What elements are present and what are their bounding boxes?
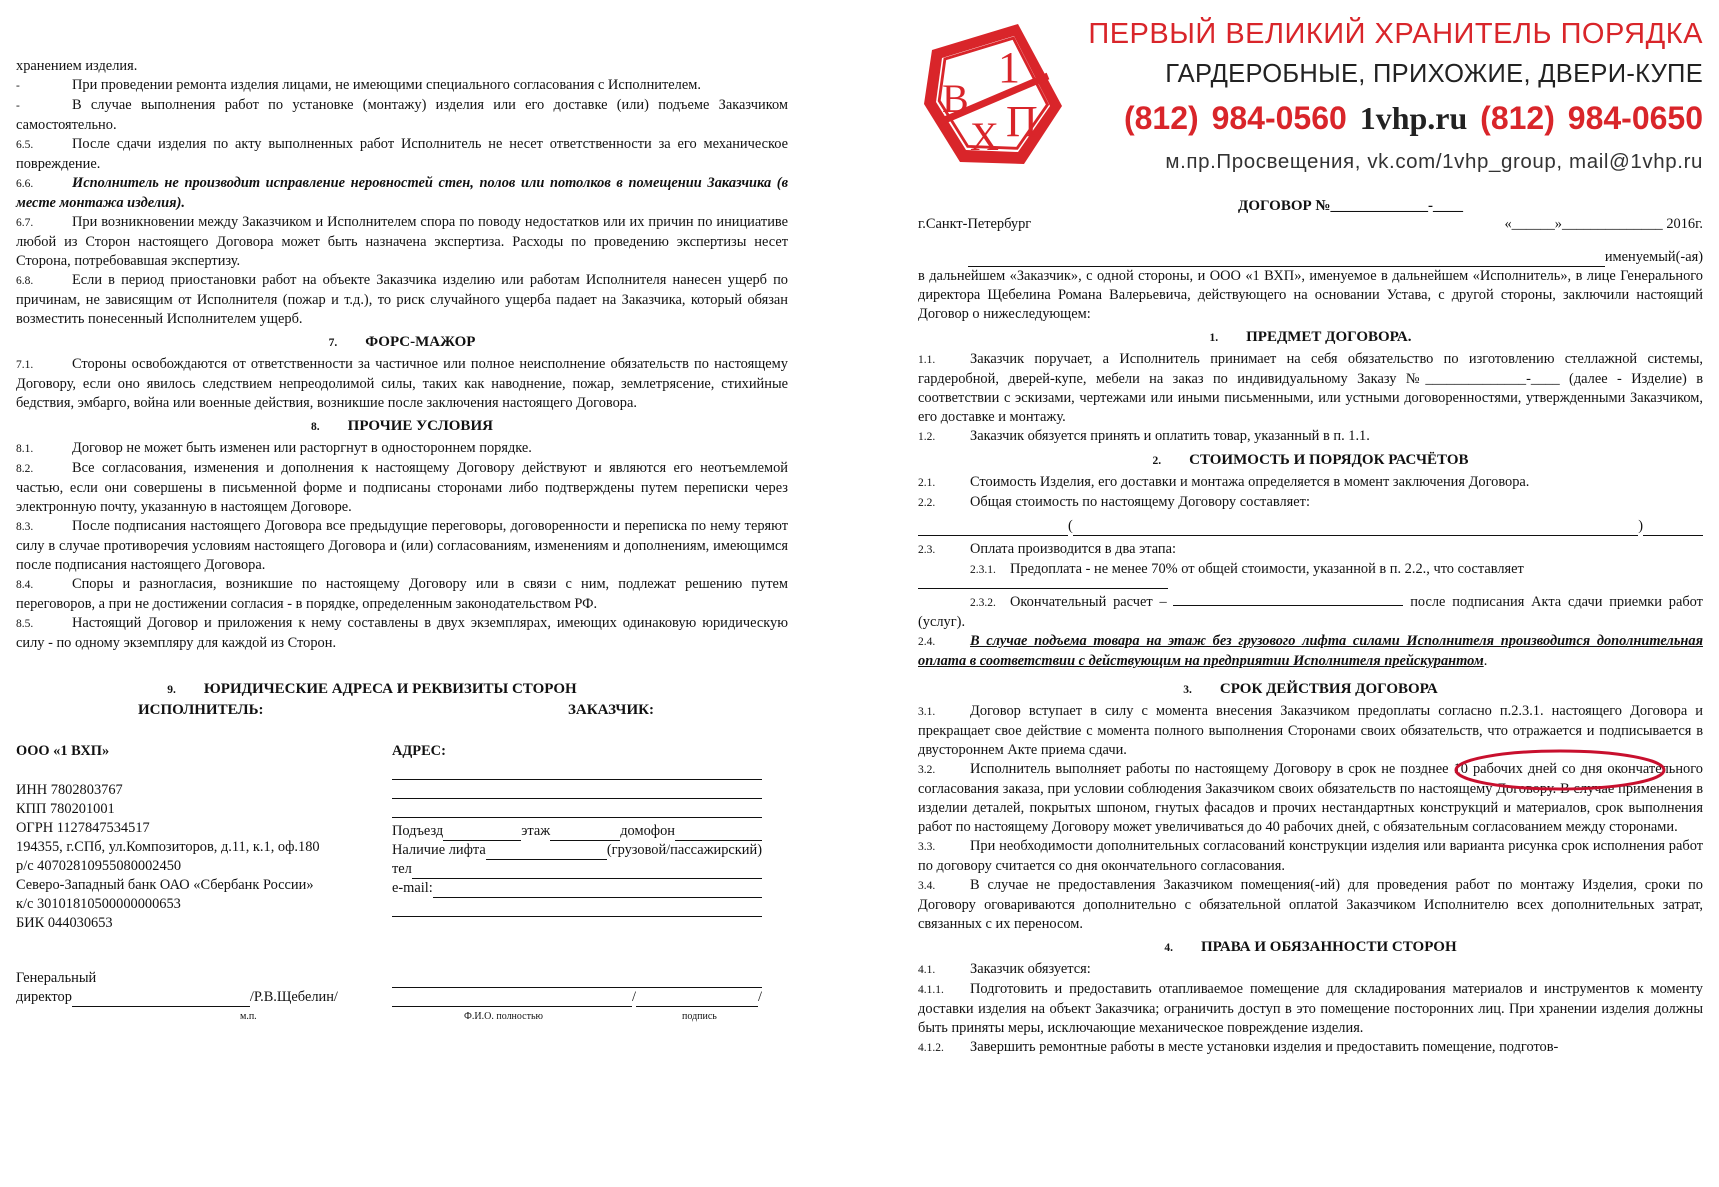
phone-2[interactable]: (812) 984-0650 xyxy=(1480,100,1703,136)
lift-row: Наличие лифта (грузовой/пассажирский) xyxy=(392,842,762,858)
section-8-heading: 8. ПРОЧИЕ УСЛОВИЯ xyxy=(311,418,493,434)
intro-text: хранением изделия. xyxy=(16,58,138,74)
clause-8-5: 8.5. Настоящий Договор и приложения к нему составлены в двух экземплярах, имеющих одинаковую юридическую силу - по одному экземпляру для каждой из Сторон. xyxy=(16,615,788,651)
final-payment-field[interactable] xyxy=(1173,593,1403,606)
customer-name-line[interactable] xyxy=(392,969,762,988)
clause-3-1: 3.1. Договор вступает в силу с момента внесения Заказчиком предоплаты согласно п.2.3.1. настоящего Договора и прекращает свое действие с момента полного выполнения Сторонами своих обязательств, что отражается и подписывается в двустороннем Акте приема сдачи. xyxy=(918,703,1703,758)
customer-name-row: именуемый(-ая) xyxy=(918,248,1703,267)
company-logo xyxy=(920,18,1070,168)
clause-3-2: 3.2. Исполнитель выполняет работы по настоящему Договору в срок не позднее 10 рабочих дней со дня окончательного согласования заказа, при условии соблюдения Заказчиком своих обязательств по настоящему Договору. В случае применения в изделии деталей, покрытых шпоном, гнутых фасадов и прочих нестандартных конструкций и материалов, срок выполнения работ по настоящему Договору может увеличиваться до 40 рабочих дней, с обязательным согласованием между сторонами. xyxy=(918,761,1703,835)
requisites-block xyxy=(16,742,788,1026)
clause-2-4: 2.4. В случае подъема товара на этаж без грузового лифта силами Исполнителя производится дополнительная оплата в соответствии с действующим на предприятии Исполнителя прейскурантом. xyxy=(918,633,1703,669)
logo-digit: 1 xyxy=(998,43,1020,92)
extra-line[interactable] xyxy=(392,898,762,917)
section-4-heading: 4. ПРАВА И ОБЯЗАННОСТИ СТОРОН xyxy=(1164,939,1457,955)
fio-field[interactable] xyxy=(392,992,632,1007)
customer-label: ЗАКАЗЧИК: xyxy=(568,702,654,718)
website-link[interactable]: 1vhp.ru xyxy=(1359,100,1468,136)
clause-2-3-1: 2.3.1. Предоплата - не менее 70% от общей стоимости, указанной в п. 2.2., что составляет xyxy=(970,561,1524,577)
customer-name-field[interactable] xyxy=(968,252,1605,267)
contract-title: ДОГОВОР №_____________-____ xyxy=(1238,198,1463,214)
company-header xyxy=(918,0,1703,200)
phone-1[interactable]: (812) 984-0560 xyxy=(1123,100,1347,136)
clause-4-1: 4.1. Заказчик обязуется: xyxy=(918,961,1091,977)
intercom-field[interactable] xyxy=(675,826,762,841)
address-line-1[interactable] xyxy=(392,761,762,780)
city: г.Санкт-Петербург xyxy=(918,216,1032,232)
total-cost-field[interactable] xyxy=(918,521,1068,536)
entrance-row: Подъезд этаж домофон xyxy=(392,822,762,841)
section-3-heading: 3. СРОК ДЕЙСТВИЯ ДОГОВОРА xyxy=(1183,681,1438,697)
gd-signature-row: директор /Р.В.Щебелин/ xyxy=(16,989,338,1005)
logo-letter-v: В xyxy=(942,76,969,121)
prepayment-field[interactable] xyxy=(918,580,1168,589)
customer-sign-row: / / xyxy=(392,988,762,1007)
clause-8-4: 8.4. Споры и разногласия, возникшие по настоящему Договору или в связи с ним, подлежат решению путем переговоров, а при не достижении согласия - в порядке, определенным законодательством РФ. xyxy=(16,576,788,612)
req-bank: Северо-Западный банк ОАО «Сбербанк России» xyxy=(16,877,314,893)
executor-label: ИСПОЛНИТЕЛЬ: xyxy=(138,702,264,718)
req-kpp: КПП 780201001 xyxy=(16,801,115,817)
req-address: 194355, г.СПб, ул.Композиторов, д.11, к.1, оф.180 xyxy=(16,839,320,855)
clause-4-1-2: 4.1.2. Завершить ремонтные работы в месте установки изделия и предоставить помещение, подготов- xyxy=(918,1039,1559,1055)
entrance-field[interactable] xyxy=(443,826,521,841)
clause-2-1: 2.1. Стоимость Изделия, его доставки и монтажа определяется в момент заключения Договора. xyxy=(918,474,1530,490)
req-inn: ИНН 7802803767 xyxy=(16,782,123,798)
stamp-label: м.п. xyxy=(240,1011,257,1022)
clause-3-2-wrapper xyxy=(918,760,1703,837)
section-9-heading: 9. ЮРИДИЧЕСКИЕ АДРЕСА И РЕКВИЗИТЫ СТОРОН xyxy=(167,681,577,697)
clause-6-6: 6.6. Исполнитель не производит исправление неровностей стен, полов или потолков в помещении Заказчика (в месте монтажа изделия). xyxy=(16,175,788,211)
customer-sign-captions: Ф.И.О. полностью подпись xyxy=(464,1011,717,1022)
clause-3-4: 3.4. В случае не предоставления Заказчиком помещения(-ий) для проведения работ по монтажу Изделия, сроки по Договору оговариваются дополнительно с обязательной оплатой Заказчиком Исполнителю всех дополнительных затрат, связанных с их переносом. xyxy=(918,877,1703,932)
req-account: р/с 40702810955080002450 xyxy=(16,858,182,874)
preamble: в дальнейшем «Заказчик», с одной стороны, и ООО «1 ВХП», именуемое в дальнейшем «Исполнитель», в лице Генерального директора Щебелина Романа Валерьевича, действующего на основании Устава, с другой стороны, заключили настоящий Договор о нижеследующем: xyxy=(918,268,1703,322)
tel-field[interactable] xyxy=(412,864,762,879)
clause-8-3: 8.3. После подписания настоящего Договора все предыдущие переговоры, договоренности и переписка по нему теряют силу в случае противоречия условиям настоящего Договора и (или) согласованиям, изменениям и дополнениям, имеющимся после подписания настоящего Договора. xyxy=(16,518,788,573)
clause-8-1: 8.1. Договор не может быть изменен или расторгнут в одностороннем порядке. xyxy=(16,440,532,456)
customer-requisites xyxy=(392,742,762,1026)
clause-1-2: 1.2. Заказчик обязуется принять и оплатить товар, указанный в п. 1.1. xyxy=(918,428,1370,444)
clause-2-3-2: 2.3.2. Окончательный расчет – после подписания Акта сдачи приемки работ (услуг). xyxy=(918,594,1703,630)
gd-signature-line[interactable] xyxy=(72,992,250,1007)
address-label: АДРЕС: xyxy=(392,743,446,759)
req-corr-account: к/с 30101810500000000653 xyxy=(16,896,181,912)
bullet-2: - В случае выполнения работ по установке (монтажу) изделия или его доставке (или) подъеме Заказчиком самостоятельно. xyxy=(16,97,788,133)
header-contacts xyxy=(1124,100,1703,137)
email-row: e-mail: xyxy=(392,879,762,898)
clause-6-8: 6.8. Если в период приостановки работ на объекте Заказчика изделию или работам Исполнителя нанесен ущерб по причинам, не зависящим от Исполнителя (пожар и т.д.), то риск случайного ущерба падает на Заказчика, который обязан возместить понесенный Исполнителем ущерб. xyxy=(16,272,788,327)
clause-2-3: 2.3. Оплата производится в два этапа: xyxy=(918,541,1177,557)
contract-page-1 xyxy=(900,0,1719,1187)
total-cost-words-field[interactable] xyxy=(1073,521,1638,536)
highlight-ellipse xyxy=(1452,748,1672,794)
address-line-2[interactable] xyxy=(392,780,762,799)
company-name: ООО «1 ВХП» xyxy=(16,743,110,759)
contract-page-2 xyxy=(0,0,800,1187)
section-1-heading: 1. ПРЕДМЕТ ДОГОВОРА. xyxy=(1209,329,1412,345)
email-field[interactable] xyxy=(433,883,762,898)
section-2-heading: 2. СТОИМОСТЬ И ПОРЯДОК РАСЧЁТОВ xyxy=(1152,452,1469,468)
gd-label-1: Генеральный xyxy=(16,970,97,986)
executor-requisites xyxy=(16,742,392,1026)
clause-1-1: 1.1. Заказчик поручает, а Исполнитель принимает на себя обязательство по изготовлению стеллажной системы, гардеробной, дверей-купе, мебели на заказ по индивидуальному Заказу №______________-____ (далее - Изделие) в соответствии с эскизами, чертежами или иными письменными, или устными договоренностями, утвержденными Заказчиком, его доставке и монтажу. xyxy=(918,351,1703,425)
total-cost-row: ( ) xyxy=(918,517,1703,536)
address-line-3[interactable] xyxy=(392,799,762,818)
clause-2-2: 2.2. Общая стоимость по настоящему Договору составляет: xyxy=(918,494,1310,510)
header-products: ГАРДЕРОБНЫЕ, ПРИХОЖИЕ, ДВЕРИ-КУПЕ xyxy=(1165,60,1703,88)
clause-6-7: 6.7. При возникновении между Заказчиком и Исполнителем спора по поводу недостатков или их причин по инициативе любой из Сторон настоящего Договора может быть назначена экспертиза. Расходы по проведению экспертизы несет Сторона, потребовавшая экспертизу. xyxy=(16,214,788,269)
tel-row: тел xyxy=(392,860,762,879)
floor-field[interactable] xyxy=(550,826,620,841)
req-ogrn: ОГРН 1127847534517 xyxy=(16,820,150,836)
sign-field[interactable] xyxy=(636,992,758,1007)
logo-letter-h: Х xyxy=(970,114,999,159)
city-date-row xyxy=(918,215,1703,234)
clause-4-1-1: 4.1.1. Подготовить и предоставить отапливаемое помещение для складирования материалов и инструментов к моменту доставки изделия на объект Заказчика; ограничить доступ в это помещение посторонних лиц. При хранении изделия должны быть приняты меры, исключающие механическое повреждение изделия. xyxy=(918,981,1703,1036)
contract-date: «______»______________ 2016г. xyxy=(1504,216,1703,232)
clause-7-1: 7.1. Стороны освобождаются от ответственности за частичное или полное неисполнение обязательств по настоящему Договору, если оно явилось следствием непреодолимой силы, таких как наводнение, пожар, землетрясение, стихийные бедствия, эмбарго, война или военные действия, возникшие после заключения настоящего Договора. xyxy=(16,356,788,411)
req-bik: БИК 044030653 xyxy=(16,915,113,931)
clause-8-2: 8.2. Все согласования, изменения и дополнения к настоящему Договору действуют и являются его неотъемлемой частью, если они совершены в письменной форме и подписаны сторонами либо подтверждены путем переписки через электронную почту, указанную в настоящем Договоре. xyxy=(16,460,788,515)
party-labels xyxy=(16,702,788,724)
clause-3-3: 3.3. При необходимости дополнительных согласований конструкции изделия или варианта рисунка срок исполнения работ по договору считается со дня окончательного согласования. xyxy=(918,838,1703,874)
clause-6-5: 6.5. После сдачи изделия по акту выполненных работ Исполнитель не несет ответственности за его механическое повреждение. xyxy=(16,136,788,172)
header-slogan: ПЕРВЫЙ ВЕЛИКИЙ ХРАНИТЕЛЬ ПОРЯДКА xyxy=(1088,18,1703,50)
bullet-1: - При проведении ремонта изделия лицами, не имеющими специального согласования с Исполнителем. xyxy=(16,77,701,93)
lift-field[interactable] xyxy=(486,845,607,860)
logo-letter-p: П xyxy=(1006,97,1038,146)
header-address: м.пр.Просвещения, vk.com/1vhp_group, mail@1vhp.ru xyxy=(1165,150,1703,173)
section-7-heading: 7. ФОРС-МАЖОР xyxy=(328,334,476,350)
